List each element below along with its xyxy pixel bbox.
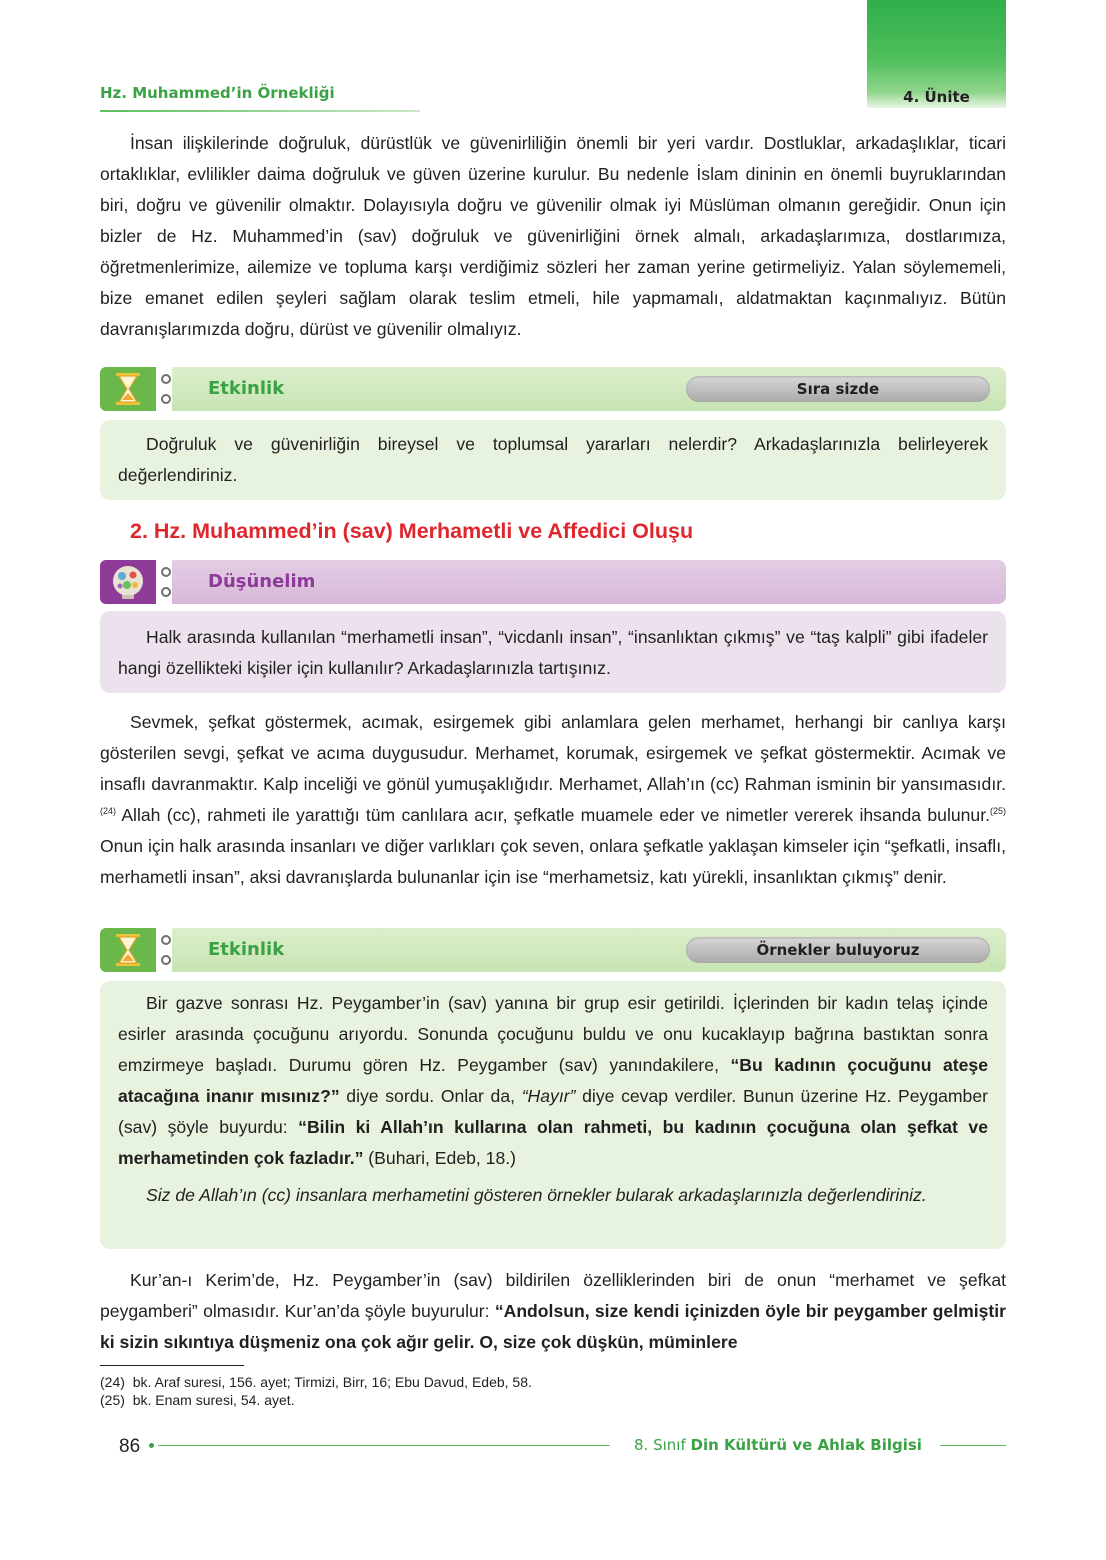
- activity-panel: [100, 420, 1006, 500]
- hourglass-icon-box: [100, 367, 156, 411]
- mercy-text-3: Onun için halk arasında insanları ve diğer varlıkları çok seven, onlara şefkatle yaklaşan kimseler için “şefkatli, insaflı, merhametli insan”, aksi davranışlarda bulunanlar için ise “merhametsiz, katı yürekli, insanlıktan çıkmış” denir.: [100, 836, 1006, 887]
- activity-panel: [100, 981, 1006, 1249]
- activity-story: [100, 988, 1006, 1174]
- mercy-text-2: Allah (cc), rahmeti ile yarattığı tüm canlılara acır, şefkatle muamele eder ve nimetler vererek ihsanda bulunur.: [116, 805, 990, 825]
- mercy-text-1: Sevmek, şefkat göstermek, acımak, esirgemek gibi anlamlara gelen merhamet, herhangi bir canlıya karşı gösterilen sevgi, şefkat ve acıma duygusudur. Merhamet, korumak, esirgemek ve şefkat göstermektir. Acımak ve insaflı davranmaktır. Kalp inceliği ve gönül yumuşaklığıdır. Merhamet, Allah’ın (cc) Rahman isminin bir yansımasıdır.: [100, 712, 1006, 794]
- footnote-number: (24): [100, 1374, 125, 1390]
- activity-tag: Sıra sizde: [686, 376, 990, 402]
- running-head-rule: [100, 110, 420, 112]
- think-banner: [100, 560, 1006, 604]
- mercy-paragraph: [100, 707, 1006, 893]
- instruction-text: Siz de Allah’ın (cc) insanlara merhametini gösteren örnekler bularak arkadaşlarınızla değerlendiriniz.: [146, 1185, 927, 1205]
- activity-banner: [100, 928, 1006, 972]
- section-title: 2. Hz. Muhammed’in (sav) Merhametli ve Affedici Oluşu: [130, 519, 694, 543]
- activity-text: Doğruluk ve güvenirliğin bireysel ve toplumsal yararları nelerdir? Arkadaşlarınızla belirleyerek değerlendiriniz.: [118, 434, 988, 485]
- footer-book: Din Kültürü ve Ahlak Bilgisi: [690, 1436, 922, 1454]
- hourglass-icon-box: [100, 928, 156, 972]
- story-text: diye sordu. Onlar da,: [339, 1086, 522, 1106]
- activity-tag: Örnekler buluyoruz: [686, 937, 990, 963]
- footnote-text: bk. Enam suresi, 54. ayet.: [132, 1392, 295, 1408]
- story-hadith: “Bilin ki Allah’ın kullarına olan rahmeti, bu kadının çocuğuna olan şefkat ve merhametinden çok fazladır.”: [118, 1117, 988, 1168]
- story-quote-1: “Bu kadının çocuğunu ateşe atacağına inanır mısınız?”: [118, 1055, 988, 1106]
- footer-rule-right: [940, 1445, 1006, 1446]
- intro-paragraph: İnsan ilişkilerinde doğruluk, dürüstlük ve güvenirliliğin önemli bir yeri vardır. Dostluklar, arkadaşlıklar, ticari ortaklıklar, evlilikler daima doğruluk ve güven üzerine kurulur. Bu nedenle İslam dininin en önemli buyruklarından biri, doğru ve güvenilir olmaktır. Dolayısıyla doğru ve güvenilir olmak iyi Müslüman olmanın gereğidir. Onun için bizler de Hz. Muhammed’in (sav) doğruluk ve güvenirliğini örnek almalı, arkadaşlarımıza, dostlarımıza, öğretmenlerimize, ailemize ve topluma karşı verdiğimiz sözleri her zaman yerine getirmeliyiz. Yalan söylememeli, bize emanet edilen şeyleri sağlam olarak teslim etmeli, hile yapmamalı, aldatmaktan kaçınmalıyız. Bütün davranışlarımızda doğru, dürüst ve güvenilir olmalıyız.: [100, 133, 1006, 339]
- footer-book-title: [634, 1436, 922, 1454]
- activity-instruction: [100, 1180, 1006, 1211]
- hourglass-icon: [100, 367, 156, 411]
- think-text: Halk arasında kullanılan “merhametli insan”, “vicdanlı insan”, “insanlıktan çıkmış” ve “taş kalpli” gibi ifadeler hangi özellikteki kişiler için kullanılır? Arkadaşlarınızla tartışınız.: [118, 627, 988, 678]
- footnote-24: [100, 1373, 532, 1391]
- brain-icon-box: [100, 560, 156, 604]
- story-quote-2: “Hayır”: [521, 1086, 576, 1106]
- running-head: Hz. Muhammed’in Örnekliği: [100, 84, 335, 102]
- story-text: Bir gazve sonrası Hz. Peygamber’in (sav) yanına bir grup esir getirildi. İçlerinden bir kadın telaş içinde esirler arasında çocuğunu arıyordu. Sonunda çocuğunu buldu ve onu kucaklayıp bağrına bastıktan sonra emzirmeye başladı. Durumu gören Hz. Peygamber (sav) yanındakilere,: [118, 993, 988, 1075]
- hourglass-icon: [100, 928, 156, 972]
- footnote-25: [100, 1391, 295, 1409]
- activity-title: Etkinlik: [208, 378, 285, 399]
- activity-title: Etkinlik: [208, 939, 285, 960]
- closing-paragraph: [100, 1265, 1006, 1358]
- footnote-rule: [100, 1365, 244, 1366]
- story-source: (Buhari, Edeb, 18.): [363, 1148, 516, 1168]
- footnote-number: (25): [100, 1392, 125, 1408]
- page-number: 86: [119, 1436, 141, 1457]
- story-text: diye cevap verdiler. Bunun üzerine Hz. Peygamber (sav) şöyle buyurdu:: [118, 1086, 988, 1137]
- footer-dot: [149, 1443, 154, 1448]
- footer-rule-left: [158, 1445, 610, 1446]
- footer-grade: 8. Sınıf: [634, 1436, 686, 1454]
- footnote-text: bk. Araf suresi, 156. ayet; Tirmizi, Birr, 16; Ebu Davud, Edeb, 58.: [132, 1374, 532, 1390]
- think-title: Düşünelim: [208, 571, 316, 592]
- unit-label: 4. Ünite: [903, 88, 970, 106]
- activity-banner: [100, 367, 1006, 411]
- closing-text: Kur’an-ı Kerim’de, Hz. Peygamber’in (sav) bildirilen özelliklerinden biri de onun “merhamet ve şefkat peygamberi” olmasıdır. Kur’an’da şöyle buyurulur:: [100, 1270, 1006, 1321]
- brain-icon: [100, 560, 156, 604]
- closing-verse: “Andolsun, size kendi içinizden öyle bir peygamber gelmiştir ki sizin sıkıntıya düşmeniz ona çok ağır gelir. O, size çok düşkün, müminlere: [100, 1301, 1007, 1352]
- think-panel: [100, 611, 1006, 693]
- footnote-ref-24: (24): [100, 806, 117, 817]
- footnote-ref-25: (25): [989, 806, 1006, 817]
